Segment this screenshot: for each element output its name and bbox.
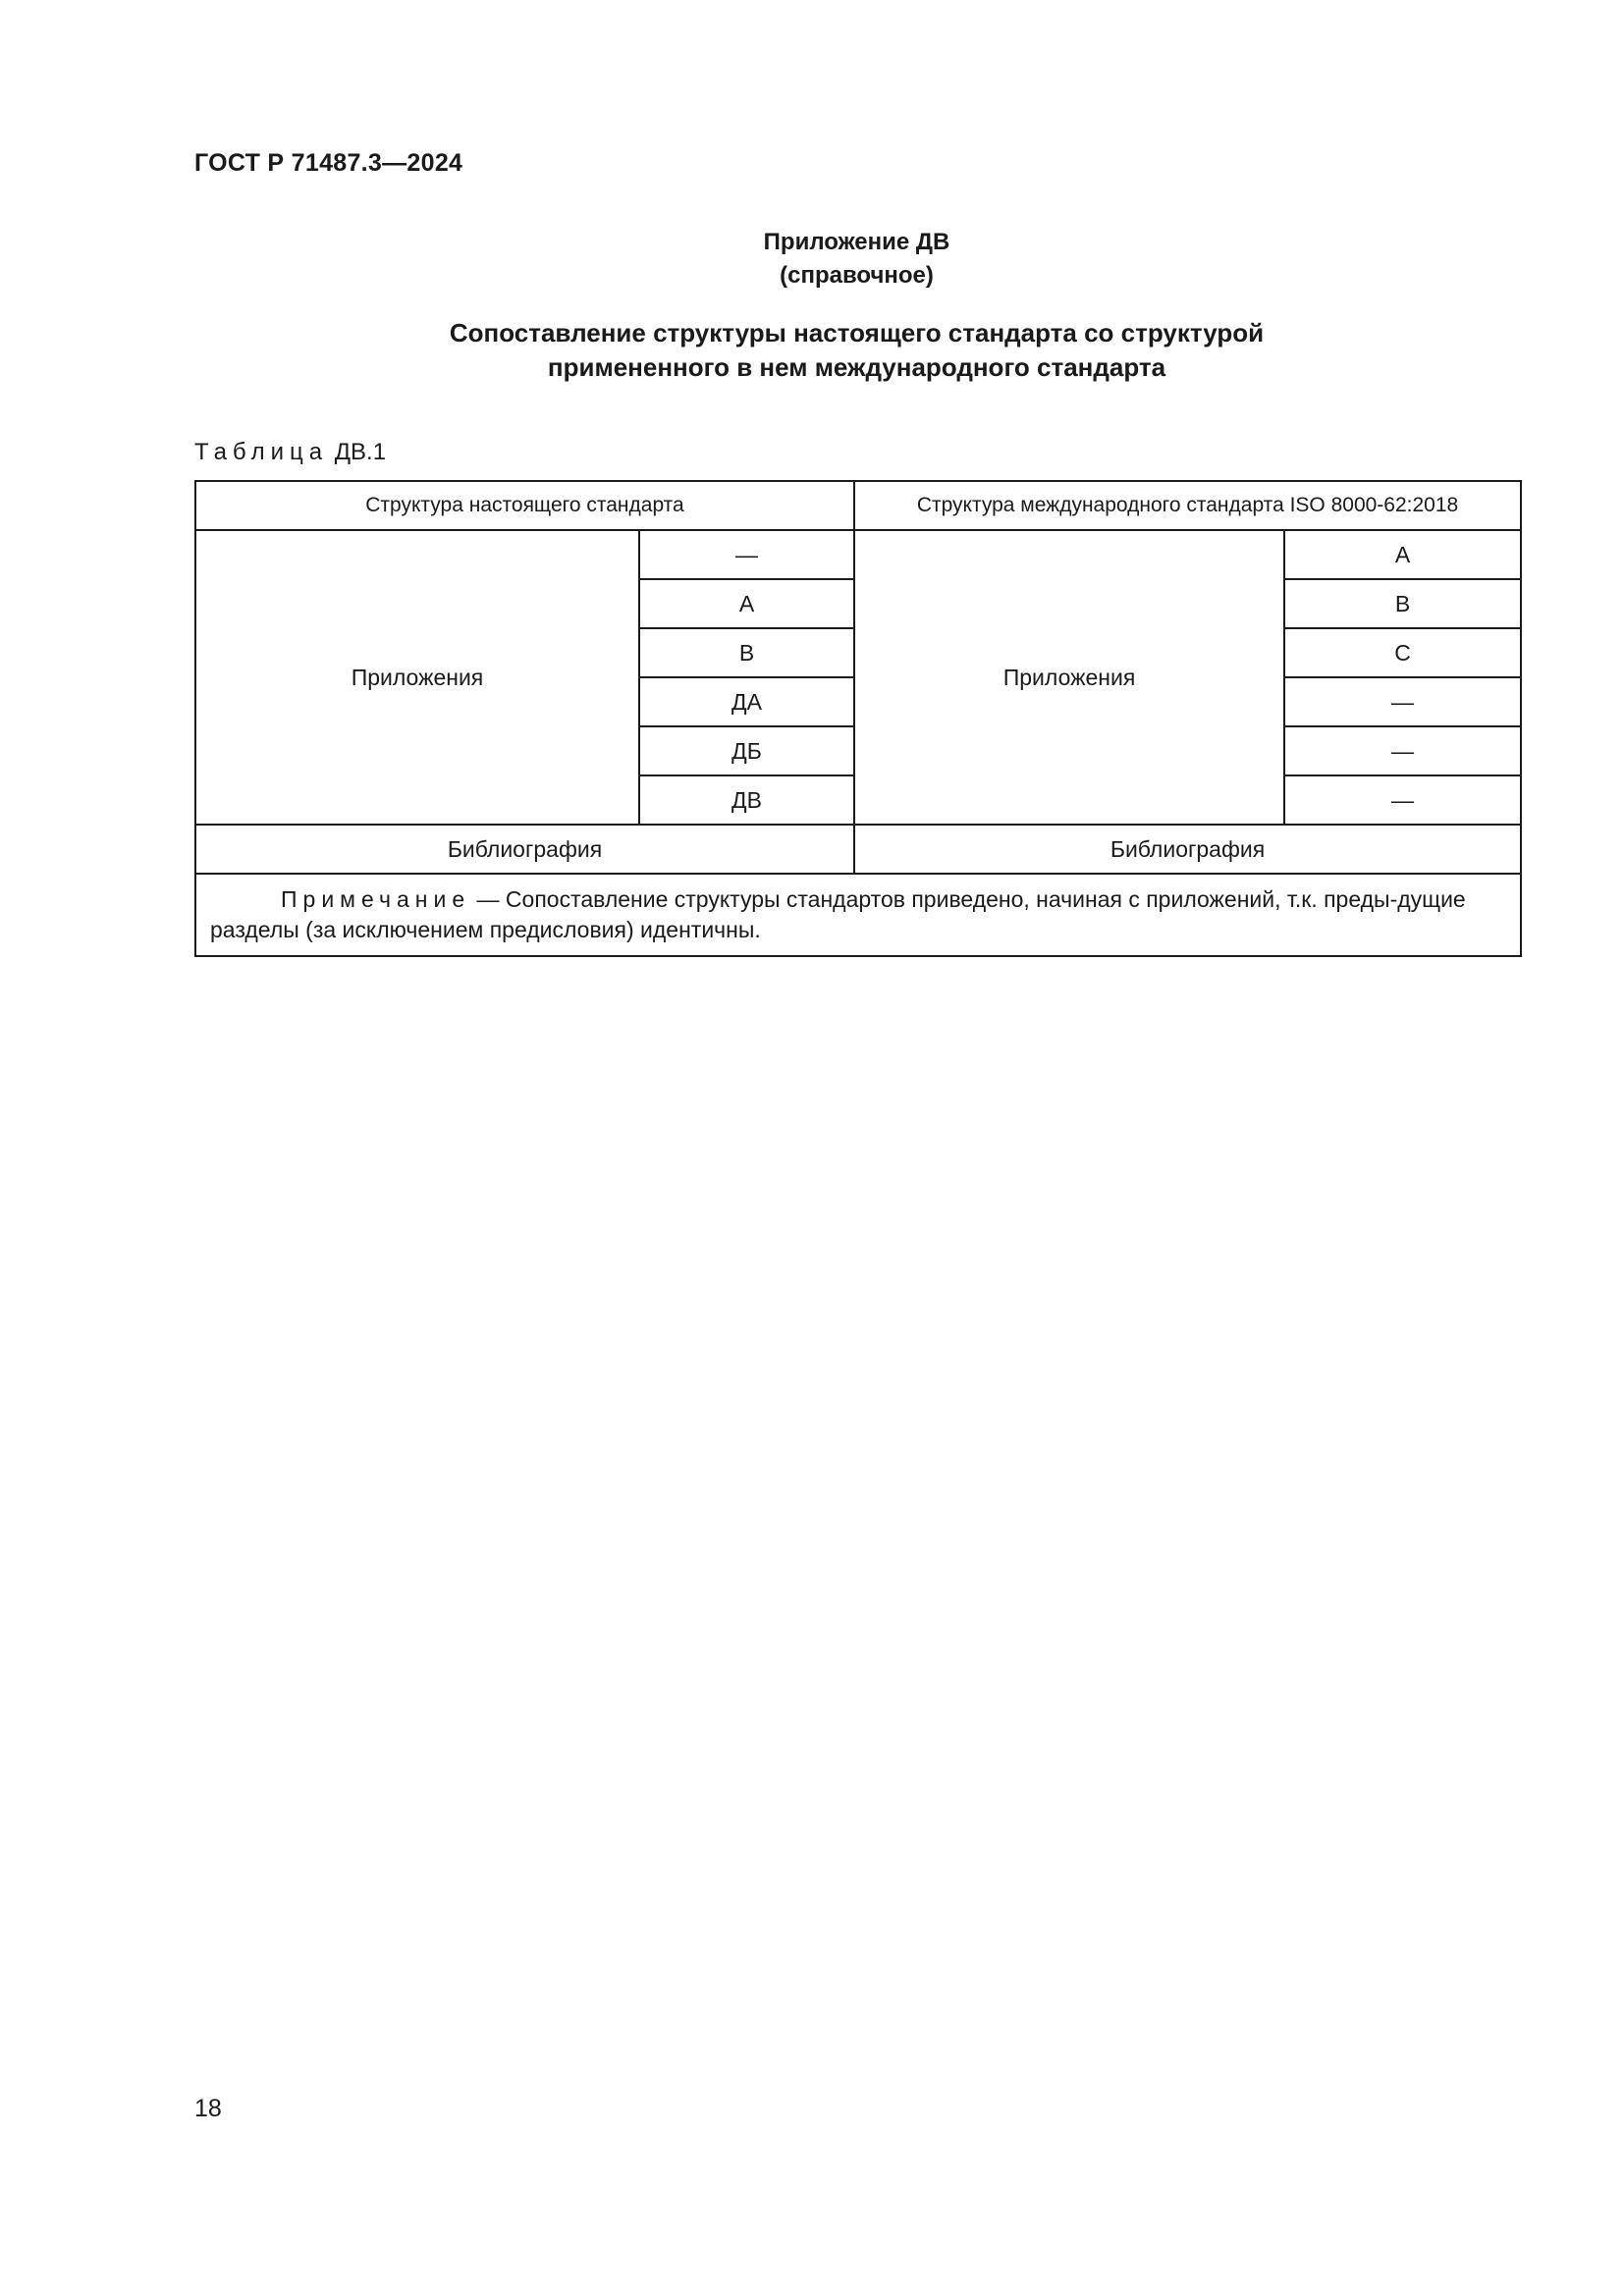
left-annex-cell: ДВ bbox=[639, 775, 854, 825]
left-annex-cell: — bbox=[639, 530, 854, 579]
annex-heading-line-1: Сопоставление структуры настоящего стандарта со структурой bbox=[449, 318, 1265, 347]
table-caption-number: ДВ.1 bbox=[334, 439, 387, 465]
table-caption bbox=[194, 439, 386, 466]
left-annex-cell: А bbox=[639, 579, 854, 628]
left-annex-cell: ДА bbox=[639, 677, 854, 726]
table-caption-label: Таблица bbox=[194, 439, 329, 465]
right-annex-cell: B bbox=[1284, 579, 1521, 628]
note-label: Примечание bbox=[281, 886, 471, 912]
bibliography-left-cell: Библиография bbox=[195, 825, 854, 874]
table-header-row bbox=[195, 481, 1521, 530]
right-annex-cell: A bbox=[1284, 530, 1521, 579]
right-annex-cell: C bbox=[1284, 628, 1521, 677]
column-header-current-standard: Структура настоящего стандарта bbox=[195, 481, 854, 530]
left-annex-cell: ДБ bbox=[639, 726, 854, 775]
structure-comparison-table bbox=[194, 480, 1522, 957]
table-note bbox=[195, 874, 1521, 956]
document-code: ГОСТ Р 71487.3—2024 bbox=[194, 149, 463, 177]
bibliography-right-cell: Библиография bbox=[854, 825, 1521, 874]
annex-title: Приложение ДВ bbox=[763, 229, 950, 255]
right-annex-cell: — bbox=[1284, 775, 1521, 825]
annex-heading-line-2: примененного в нем международного стандарта bbox=[547, 352, 1166, 382]
table-row bbox=[195, 530, 1521, 579]
column-header-international-standard: Структура международного стандарта ISO 8000-62:2018 bbox=[854, 481, 1521, 530]
annex-subtitle: (справочное) bbox=[780, 262, 934, 289]
annex-title-block bbox=[0, 226, 1624, 293]
right-annex-cell: — bbox=[1284, 677, 1521, 726]
note-row bbox=[195, 874, 1521, 956]
annex-heading bbox=[0, 316, 1624, 385]
page-number: 18 bbox=[194, 2095, 222, 2122]
note-text: — Сопоставление структуры стандартов приведено, начиная с приложений, т.к. преды-дущие разделы (за исключением предисловия) идентичны. bbox=[210, 886, 1466, 942]
right-annex-cell: — bbox=[1284, 726, 1521, 775]
right-group-cell: Приложения bbox=[854, 530, 1284, 825]
bibliography-row bbox=[195, 825, 1521, 874]
left-group-cell: Приложения bbox=[195, 530, 639, 825]
left-annex-cell: В bbox=[639, 628, 854, 677]
